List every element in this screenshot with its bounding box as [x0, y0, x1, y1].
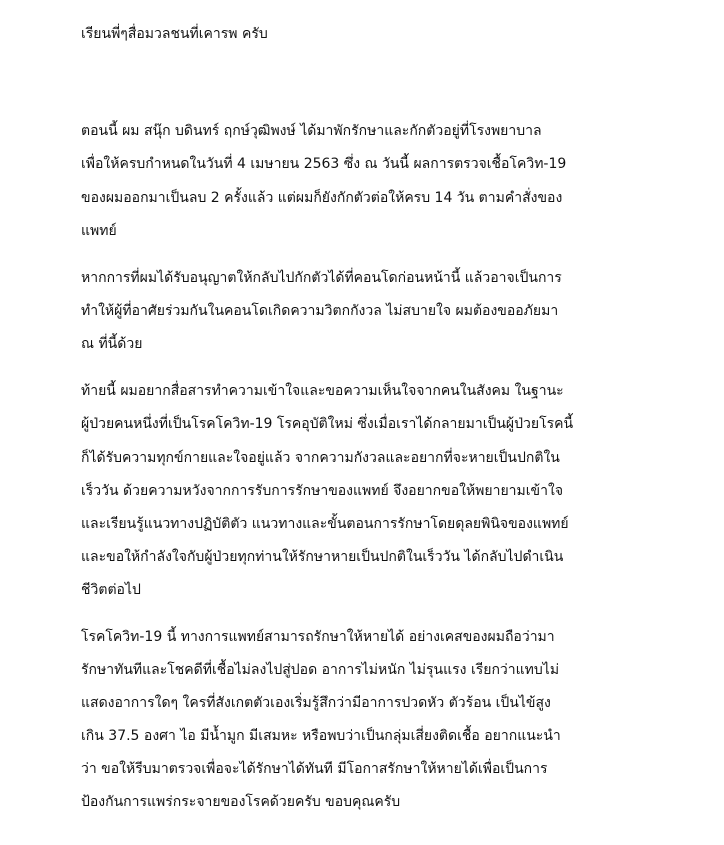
- paragraph-3-line-1: ท้ายนี้ ผมอยากสื่อสารทำความเข้าใจและขอความเห็นใจจากคนในสังคม ในฐานะ: [81, 383, 564, 399]
- paragraph-1-line-4: แพทย์: [81, 223, 117, 239]
- paragraph-2-line-1: หากการที่ผมได้รับอนุญาตให้กลับไปกักตัวได้ที่คอนโดก่อนหน้านี้ แล้วอาจเป็นการ: [81, 270, 562, 286]
- paragraph-1-line-2: เพื่อให้ครบกำหนดในวันที่ 4 เมษายน 2563 ซึ่ง ณ วันนี้ ผลการตรวจเชื้อโควิท-19: [81, 156, 567, 172]
- paragraph-2-line-2: ทำให้ผู้ที่อาศัยร่วมกันในคอนโดเกิดความวิตกกังวล ไม่สบายใจ ผมต้องขออภัยมา: [81, 303, 559, 319]
- paragraph-3-line-2: ผู้ป่วยคนหนึ่งที่เป็นโรคโควิท-19 โรคอุบัติใหม่ ซึ่งเมื่อเราได้กลายมาเป็นผู้ป่วยโรคนี้: [81, 416, 574, 432]
- paragraph-1-line-1: ตอนนี้ ผม สนุ๊ก บดินทร์ ฤกษ์วุฒิพงษ์ ได้มาพักรักษาและกักตัวอยู่ที่โรงพยาบาล: [81, 123, 542, 139]
- paragraph-3-line-6: และขอให้กำลังใจกับผู้ป่วยทุกท่านให้รักษาหายเป็นปกติในเร็ววัน ได้กลับไปดำเนิน: [81, 549, 564, 565]
- paragraph-4-line-1: โรคโควิท-19 นี้ ทางการแพทย์สามารถรักษาให้หายได้ อย่างเคสของผมถือว่ามา: [81, 629, 555, 645]
- paragraph-2-line-3: ณ ที่นี้ด้วย: [81, 336, 143, 352]
- paragraph-3-line-4: เร็ววัน ด้วยความหวังจากการรับการรักษาของแพทย์ จึงอยากขอให้พยายามเข้าใจ: [81, 483, 564, 499]
- paragraph-3-line-5: และเรียนรู้แนวทางปฏิบัติตัว แนวทางและขั้นตอนการรักษาโดยดุลยพินิจของแพทย์: [81, 516, 569, 532]
- paragraph-4-line-6: ป้องกันการแพร่กระจายของโรคด้วยครับ ขอบคุณครับ: [81, 794, 401, 810]
- paragraph-4-line-2: รักษาทันทีและโชคดีที่เชื้อไม่ลงไปสู่ปอด อาการไม่หนัก ไม่รุนแรง เรียกว่าแทบไม่: [81, 662, 560, 678]
- salutation-line: เรียนพี่ๆสื่อมวลชนที่เคารพ ครับ: [81, 26, 268, 42]
- paragraph-4-line-5: ว่า ขอให้รีบมาตรวจเพื่อจะได้รักษาได้ทันที มีโอกาสรักษาให้หายได้เพื่อเป็นการ: [81, 761, 548, 777]
- paragraph-4-line-4: เกิน 37.5 องศา ไอ มีน้ำมูก มีเสมหะ หรือพบว่าเป็นกลุ่มเสี่ยงติดเชื้อ อยากแนะนำ: [81, 728, 561, 744]
- paragraph-1-line-3: ของผมออกมาเป็นลบ 2 ครั้งแล้ว แต่ผมก็ยังกักตัวต่อให้ครบ 14 วัน ตามคำสั่งของ: [81, 190, 563, 206]
- paragraph-3-line-7: ชีวิตต่อไป: [81, 582, 141, 598]
- paragraph-4-line-3: แสดงอาการใดๆ ใครที่สังเกตตัวเองเริ่มรู้สึกว่ามีอาการปวดหัว ตัวร้อน เป็นไข้สูง: [81, 695, 551, 711]
- paragraph-3-line-3: ก็ได้รับความทุกข์กายและใจอยู่แล้ว จากความกังวลและอยากที่จะหายเป็นปกติใน: [81, 450, 560, 466]
